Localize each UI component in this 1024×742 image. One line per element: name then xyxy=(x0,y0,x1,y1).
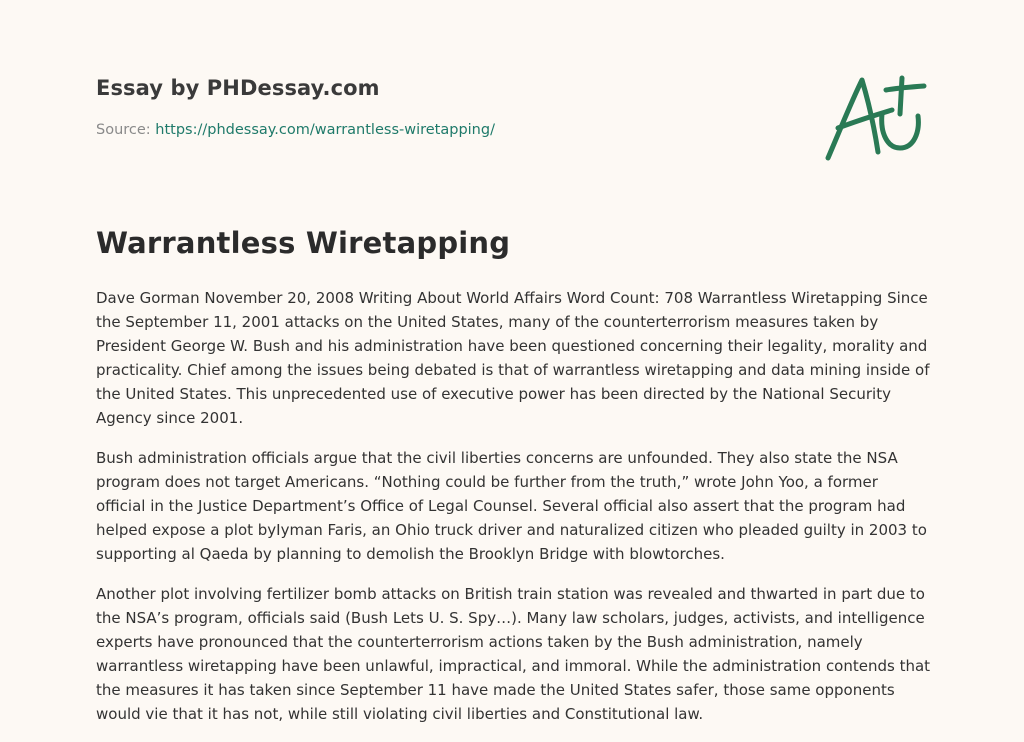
paragraph: Bush administration officials argue that the civil liberties concerns are unfounded. They also state the NSA program does not target Americans. “Nothing could be further from the truth,” wrote John Yoo, a former official in the Justice Department’s Office of Legal Counsel. Several official also assert that the program had helped expose a plot byIyman Faris, an Ohio truck driver and naturalized citizen who pleaded guilty in 2003 to supporting al Qaeda by planning to demolish the Brooklyn Bridge with blowtorches. xyxy=(96,449,927,563)
paragraph: Dave Gorman November 20, 2008 Writing About World Affairs Word Count: 708 Warrantless Wiretapping Since the September 11, 2001 attacks on the United States, many of the counterterrorism measures taken by President George W. Bush and his administration have been questioned concerning their legality, morality and practicality. Chief among the issues being debated is that of warrantless wiretapping and data mining inside of the United States. This unprecedented use of executive power has been directed by the National Security Agency since 2001. xyxy=(96,289,930,427)
source-label: Source: xyxy=(96,122,151,138)
paragraph: Another plot involving fertilizer bomb attacks on British train station was revealed and thwarted in part due to the NSA’s program, officials said (Bush Lets U. S. Spy…). Many law scholars, judges, activists, and intelligence experts have pronounced that the counterterrorism actions taken by the Bush administration, namely warrantless wiretapping have been unlawful, impractical, and immoral. While the administration contends that the measures it has taken since September 11 have made the United States safer, those same opponents would vie that it has not, while still violating civil liberties and Constitutional law. xyxy=(96,585,931,723)
a-plus-grade-icon xyxy=(822,68,928,164)
brand-name: Essay by PHDessay.com xyxy=(96,76,380,100)
article-title: Warrantless Wiretapping xyxy=(96,226,511,260)
article-body xyxy=(96,286,932,742)
document-header xyxy=(96,76,796,138)
source-line xyxy=(96,122,796,138)
source-link[interactable]: https://phdessay.com/warrantless-wiretapping/ xyxy=(155,122,495,138)
